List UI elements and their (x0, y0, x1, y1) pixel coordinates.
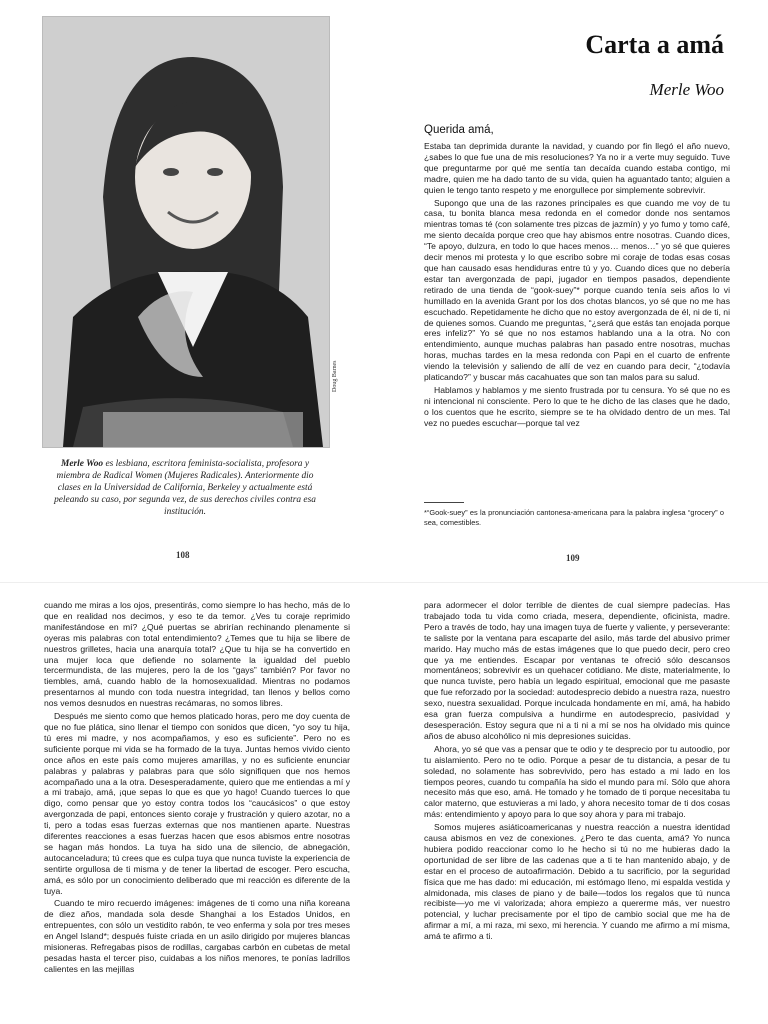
page-divider (0, 582, 768, 583)
paragraph: Cuando te miro recuerdo imágenes: imágenes de ti como una niña koreana de diez años, mandada sola desde Shanghai a los Estados Unidos, en entrepuentes, con sólo un vestidito rabón, te veo enferma y sola por tres meses en Angel Island*; después fuiste criada en un asilo dirigido por mujeres blancas misioneras. Refregabas pisos de rodillas, cargabas carbón en cubetas de metal pesadas hasta el tercer piso, cuidabas a los niños menores, te ponías ladrillos calientes en las mejillas (44, 898, 350, 974)
article-author: Merle Woo (649, 80, 724, 99)
footnote-rule (424, 502, 464, 503)
paragraph: para adormecer el dolor terrible de dientes de cual siempre padecías. Has trabajado toda tu vida como criada, mesera, dependiente, oficinista, madre. Pero a través de todo, hay una imagen tuya de fuerte y valiente, y perseverante: te saliste por la ventana para escaparte del asilo, más tarde del abusivo primer marido. Hay mucho más de estas imágenes que lo que puedo decir, pero creo que ya me entiendes. Escapar por ventanas te ofreció sólo descansos momentáneos; sobrevivir es un quehacer cotidiano. Me diste, materialmente, lo que nunca tuviste, pero había un legado espiritual, emocional que me pasaste que fue reforzado por la sociedad: autodesprecio debido a nuestra raza, nuestro sexo, nuestra sexualidad. Porque inculcada hondamente en mí, amá, ha habido esa gran fuerza compulsiva a hundirme en autodesprecio, pasividad y desesperación. Estoy segura que ni a ti ni a mí se nos ha olvidado mis quince años de abuso alcohólico ni mis depresiones suicidas. (424, 600, 730, 741)
paragraph: Hablamos y hablamos y me siento frustrada por tu censura. Yo sé que no es ni intencional ni consciente. Pero lo que te he dicho de las clases que he dado, o los cuentos que he escrito, siempre se te ha olvidado dentro de un mes. Tal vez no puedes escuchar—porque tal vez (424, 384, 730, 428)
paragraph: Después me siento como que hemos platicado horas, pero me doy cuenta de que no fue plática, sino llenar el tiempo con sonidos que dicen, “yo soy tu hija, tú eres mi madre, y nos acompañamos, y eso es suficiente”. Pero no es suficiente porque mi vida se ha formado de la tuya. Juntas hemos vivido ciento once años en este país como mujeres amarillas, y no es suficiente enunciar palabras y palabras y palabras para que sólo signifiquen que nos hemos acompañado una a la otra. Desesperadamente, quiero que me entiendas a mí y a mi trabajo, amá, ¡que sepas lo que es que yo hago! Cuando tuerces lo que digo, como pensar que yo estoy contra todos los “caucásicos” o que estoy avergonzada de papi, entonces siento coraje y frustración y quiero azotar, no a ti, pero a todas esas fuerzas externas que nos mantienen aparte. Nuestras diferentes reacciones a esas fuerzas hacen que esos abismos entre nosotras se hagan más hondos. La tuya ha sido una de silencio, de abnegación, autocanceladura; tú crees que es culpa tuya que nunca tuviste la experiencia de sentirte orgullosa de ti misma y de tener la libertad de escoger. Pero escucha, amá, es sólo por un conocimiento deliberado que mi reacción es diferente de la tuya. (44, 711, 350, 896)
salutation: Querida amá, (424, 124, 494, 136)
paragraph: cuando me miras a los ojos, presentirás, como siempre lo has hecho, más de lo que en realidad nos decimos, y eso te da temor. ¿Ves tu coraje reprimido manifestándose en mí? ¿Qué puertas se abrirían rechinando plenamente si oyeras mis palabras con total entendimiento? ¿Temes que tu hija se libere de nuestros grilletes, hacia una anarquía total? ¿Que tu hija se ha convertido en una mujer loca que defiende no solamente la igualdad del pueblo tercermundista, de las mujeres, pero la de los “gays” también? Por favor no tiembles, amá, cuando hablo de la homosexualidad. Mientras no podamos presentarnos al mundo con toda nuestra integridad, tan llenos y bellos como nos vemos desnudos en nuestras recámaras, no somos libres. (44, 600, 350, 709)
paragraph: Ahora, yo sé que vas a pensar que te odio y te desprecio por tu autoodio, por tu aislamiento. Pero no te odio. Porque a pesar de tu distancia, a pesar de tu soledad, no solamente has sobrevivido, pero has estado a mi lado en los tiempos peores, cuando tu compañía ha sido el mundo para mí. Sólo que ahora necesito más que eso, amá. He tomado y he tomado de ti porque necesitaba tu calor materno, que estuvieras a mi lado, y ahora necesito tomar de ti dos cosas más: entendimiento y apoyo para lo que soy ahora y para mi trabajo. (424, 743, 730, 820)
footnote: *“Gook-suey” es la pronunciación cantonesa-americana para la palabra inglesa “grocery” o sea, comestibles. (424, 508, 724, 527)
top-right-column (424, 141, 730, 493)
paragraph: Estaba tan deprimida durante la navidad, y cuando por fin llegó el año nuevo, ¿sabes lo que fue una de mis resoluciones? Ya no ir a verte muy seguido. Tuve que preguntarme por qué me sentía tan decaída cuando estaba contigo, mi madre, quien me ha dado tanto de su vida, quien ha aguantado tanto; alguien a quien le tengo tanto respeto y me enorgullece por simplemente sobrevivir. (424, 141, 730, 195)
photo-credit: Doug Barnes (332, 360, 338, 392)
author-photo (42, 16, 330, 448)
article-title: Carta a amá (585, 30, 724, 59)
caption-text: es lesbiana, escritora feminista-socialista, profesora y miembra de Radical Women (Mujeres Radicales). Anteriormente dio clases en la Universidad de California, Berkeley y actualmente está peleando su caso, por segunda vez, de sus derechos civiles contra esa institución. (54, 459, 316, 517)
page-number-right: 109 (566, 553, 580, 563)
bottom-right-column (424, 600, 730, 1020)
photo-caption (52, 458, 318, 518)
bottom-left-column (44, 600, 350, 1020)
paragraph: Somos mujeres asiáticoamericanas y nuestra reacción a nuestra identidad causa abismos en vez de conexiones. ¿Pero te das cuenta, amá? Yo nunca hubiera podido reaccionar como lo he hecho si tú no me hubieras dado la oportunidad de ser libre de las cadenas que a ti te han mantenido abajo, y de estar en el proceso de autoafirmación. Debido a tu sacrificio, por la seguridad física que me has dado: mi educación, mi estómago lleno, mi espalda vestida y almidonada, mis clases de piano y de baile—todos los regalos que tú nunca recibiste—yo me vi valorizada; ahora empiezo a quererme más, ver nuestro potencial, y luchar precisamente por el tipo de cambio social que me ha de afirmar a mí, a mi raza, mi sexo, mi herencia. Y cuando me afirmo a mí misma, amá te afirmo a ti. (424, 822, 730, 942)
page-number-left: 108 (176, 550, 190, 560)
portrait-illustration (43, 17, 329, 447)
paragraph: Supongo que una de las razones principales es que cuando me voy de tu casa, tu bonita blanca mesa redonda en el comedor donde nos sentamos mientras tomas té (con solamente tres pizcas de jazmín) y yo fumo y tomo café, me siento decaída porque creo que hay abismos entre nosotras. Cuando dices, “Te apoyo, dulzura, en todo lo que haces menos… menos…” yo sé que quieres decir menos mi protesta y lo que escribo sobre mi coraje de todas esas cosas que han causado esas hendiduras entre tú y yo. Cuando dices que no debería estar tan avergonzada de papi, jugador en tiempos pasados, dependiente retirado de una tienda de “gook-suey”* porque cuando tenía seis años lo vi humillado en la avenida Grant por los dos chotas blancos, yo sé que no me has escuchado. Repetidamente he dicho que no estoy avergonzada de él, ni de ti, ni de quienes somos. Cuando me preguntas, “¿será que estás tan enojada porque eres infeliz?” Yo sé que no nos estamos hablando una a la otra. No con entendimiento, aunque muchas palabras han pasado entre nosotras, muchas horas, muchas tardes en la mesa redonda con Papi en el cuarto de enfrente viendo la televisión y saliendo de allí de vez en cuando para decir, “¿todavía platicando?” y buscar más cacahuates que son tan malos para su salud. (424, 197, 730, 383)
caption-name: Merle Woo (61, 459, 104, 469)
